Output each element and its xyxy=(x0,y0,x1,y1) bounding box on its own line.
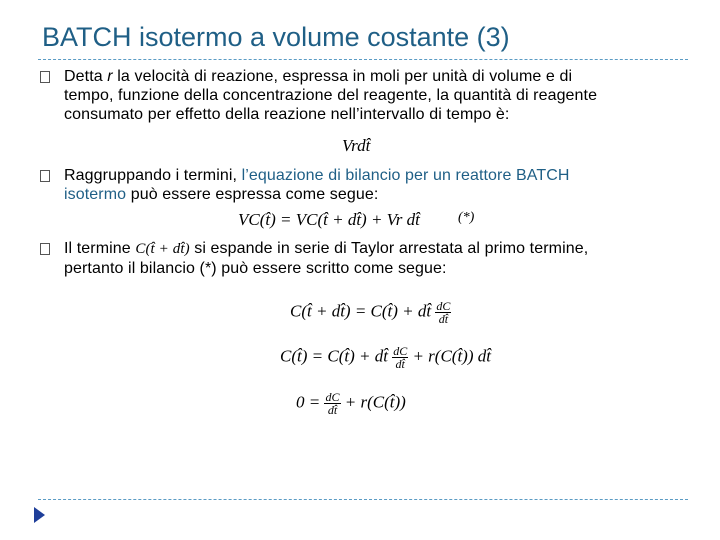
square-bullet-icon xyxy=(40,243,50,255)
bullet-3-text xyxy=(64,239,664,278)
bullet-3-term: C(t̂ + dt̂) xyxy=(135,241,190,257)
bullet-1-line1-pre: Detta xyxy=(64,68,108,85)
bullet-3-line1-pre: Il termine xyxy=(64,240,136,257)
eq2-fraction xyxy=(392,345,408,370)
bullet-2-line2-highlight: isotermo xyxy=(64,186,127,203)
next-slide-arrow-icon[interactable] xyxy=(34,507,45,523)
equation-balance: VC(t̂) = VC(t̂ + dt̂) + Vr dt̂ xyxy=(238,210,420,229)
eq1-fraction xyxy=(435,300,451,325)
equation-vrdt: Vrdt̂ xyxy=(342,136,371,155)
eq3-fraction xyxy=(324,391,340,416)
bullet-3-line1-post: si espande in serie di Taylor arrestata al primo termine, xyxy=(189,240,589,257)
eq3-left: 0 = xyxy=(296,392,321,412)
eq2-right: + r(C(t̂)) dt̂ xyxy=(412,346,491,366)
eq1-frac-den: dt̂ xyxy=(438,312,449,326)
bullet-2-text xyxy=(64,166,664,204)
bullet-2-line1-highlight: l’equazione di bilancio per un reattore BATCH xyxy=(241,167,570,184)
equation-taylor xyxy=(290,300,451,325)
eq3-right: + r(C(t̂)) xyxy=(344,392,406,412)
bullet-2-line1-pre: Raggruppando i termini, xyxy=(64,167,242,184)
footer-divider xyxy=(38,499,688,500)
eq1-frac-num: dC xyxy=(436,299,451,313)
bullet-1-line1-post: la velocità di reazione, espressa in moli per unità di volume e di xyxy=(112,68,573,85)
eq3-frac-num: dC xyxy=(325,390,340,404)
title-divider xyxy=(38,59,688,60)
eq1-left: C(t̂ + dt̂) = C(t̂) + dt̂ xyxy=(290,301,432,321)
equation-final xyxy=(296,391,406,416)
eq3-frac-den: dt̂ xyxy=(327,403,338,417)
bullet-1-line3: consumato per effetto della reazione nell’intervallo di tempo è: xyxy=(64,106,510,123)
bullet-1-line2: tempo, funzione della concentrazione del reagente, la quantità di reagente xyxy=(64,87,598,104)
square-bullet-icon xyxy=(40,170,50,182)
equation-substituted xyxy=(280,345,491,370)
equation-tag: (*) xyxy=(458,210,475,225)
eq2-left: C(t̂) = C(t̂) + dt̂ xyxy=(280,346,388,366)
eq2-frac-den: dt̂ xyxy=(395,357,405,371)
bullet-2-line2-post: può essere espressa come segue: xyxy=(126,186,379,203)
bullet-1-text xyxy=(64,67,664,124)
slide-title: BATCH isotermo a volume costante (3) xyxy=(42,22,510,52)
bullet-3-line2: pertanto il bilancio (*) può essere scritto come segue: xyxy=(64,260,447,277)
square-bullet-icon xyxy=(40,71,50,83)
eq2-frac-num: dC xyxy=(393,344,408,358)
bullet-1-var: r xyxy=(107,68,113,85)
